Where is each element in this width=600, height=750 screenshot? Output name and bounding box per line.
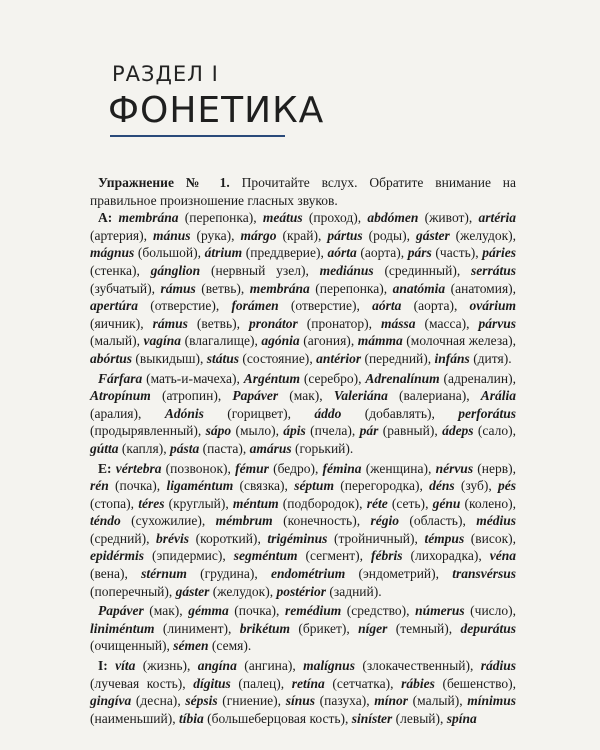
latin-word: Adrenalínum xyxy=(365,370,440,386)
latin-word: Papáver xyxy=(98,603,144,619)
latin-word: mínor xyxy=(374,693,408,709)
latin-word: déns xyxy=(429,478,455,494)
russian-translation: (отверстие) xyxy=(278,298,357,314)
russian-translation: (связка) xyxy=(233,478,285,494)
russian-translation: (короткий) xyxy=(189,530,258,546)
russian-translation: (задний) xyxy=(326,583,379,599)
russian-translation: (темный) xyxy=(387,620,449,636)
latin-word: párvus xyxy=(478,315,517,331)
russian-translation: (сеть) xyxy=(387,495,426,511)
russian-translation: (гниение) xyxy=(217,693,278,709)
latin-word: Adónis xyxy=(164,405,204,421)
russian-translation: (пронатор) xyxy=(297,315,369,331)
russian-translation: (брикет) xyxy=(290,620,347,636)
latin-word: endométrium xyxy=(271,566,346,582)
latin-word: abdómen xyxy=(367,210,419,226)
russian-translation: (мыло) xyxy=(231,423,276,439)
russian-translation: (атропин) xyxy=(150,388,218,404)
latin-word: dígitus xyxy=(193,675,231,691)
russian-translation: (очищенный) xyxy=(90,638,167,654)
latin-word: sémen xyxy=(173,638,209,654)
russian-translation: (большеберцовая кость) xyxy=(203,710,345,726)
russian-translation: (десна) xyxy=(131,693,178,709)
latin-word: páries xyxy=(482,245,517,261)
latin-word: malígnus xyxy=(303,658,355,674)
russian-translation: (жизнь) xyxy=(135,658,188,674)
latin-word: retína xyxy=(291,675,325,691)
russian-translation: (паста) xyxy=(199,440,243,456)
latin-word: sépsis xyxy=(185,693,218,709)
latin-word: mínimus xyxy=(467,693,517,709)
russian-translation: (перегородка) xyxy=(333,478,420,494)
latin-word: níger xyxy=(358,620,388,636)
latin-word: stérnum xyxy=(141,566,187,582)
russian-translation: (стенка) xyxy=(90,262,137,278)
latin-word: fébris xyxy=(371,548,403,564)
latin-word: abórtus xyxy=(90,350,133,366)
vowel-label: A: xyxy=(98,210,113,226)
russian-translation: (ветвь) xyxy=(187,315,237,331)
russian-translation: (злокачественный) xyxy=(354,658,470,674)
russian-translation: (агония) xyxy=(299,333,351,349)
page-title: ФОНЕТИКА xyxy=(108,90,325,131)
latin-word: brikétum xyxy=(239,620,291,636)
russian-translation: (вена) xyxy=(90,566,125,582)
latin-word: pár xyxy=(359,423,379,439)
latin-word: mássa xyxy=(381,315,416,331)
latin-word: ápis xyxy=(283,423,306,439)
russian-translation: (эндометрий) xyxy=(345,566,436,582)
latin-word: Papáver xyxy=(232,388,279,404)
latin-word: rádius xyxy=(480,658,517,674)
latin-word: méntum xyxy=(232,495,279,511)
latin-word: siníster xyxy=(351,710,393,726)
latin-word: anatómia xyxy=(392,280,446,296)
latin-word: epidérmis xyxy=(90,548,144,564)
exercise-instruction: Прочитайте вслух. Обратите внимание на правильное произношение гласных звуков. xyxy=(90,175,517,208)
russian-translation: (пчела) xyxy=(305,423,352,439)
russian-translation: (зубчатый) xyxy=(90,280,152,296)
russian-translation: (линимент) xyxy=(154,620,228,636)
latin-word: téndo xyxy=(90,513,121,529)
russian-translation: (малый) xyxy=(408,693,460,709)
russian-translation: (живот) xyxy=(418,210,469,226)
latin-word: vértebra xyxy=(115,460,162,476)
russian-translation: (ангина) xyxy=(236,658,293,674)
russian-translation: (часть) xyxy=(431,245,476,261)
russian-translation: (средство) xyxy=(341,603,407,619)
russian-translation: (состояние) xyxy=(239,350,310,366)
russian-translation: (добавлять) xyxy=(341,405,432,421)
latin-word: Arália xyxy=(480,388,517,404)
latin-word: Atropínum xyxy=(90,388,151,404)
word-list xyxy=(90,209,516,727)
latin-word: ligaméntum xyxy=(166,478,234,494)
russian-translation: (роды) xyxy=(362,227,407,243)
russian-translation: (сегмент) xyxy=(297,548,360,564)
latin-word: márgo xyxy=(240,227,277,243)
russian-translation: (продырявленный) xyxy=(90,423,198,439)
russian-translation: (сало) xyxy=(473,423,513,439)
latin-word: pronátor xyxy=(249,315,298,331)
latin-word: víta xyxy=(115,658,136,674)
latin-word: sínus xyxy=(285,693,315,709)
russian-translation: (малый) xyxy=(90,333,137,349)
russian-translation: (нерв) xyxy=(473,460,513,476)
russian-translation: (круглый) xyxy=(164,495,226,511)
latin-word: artéria xyxy=(478,210,517,226)
latin-word: liniméntum xyxy=(90,620,155,636)
russian-translation: (лихорадка) xyxy=(402,548,479,564)
latin-word: agónia xyxy=(261,333,300,349)
latin-word: mémbrum xyxy=(215,513,273,529)
latin-word: gáster xyxy=(175,583,210,599)
latin-word: áddo xyxy=(314,405,342,421)
latin-word: transvérsus xyxy=(452,566,517,582)
latin-word: númerus xyxy=(415,603,465,619)
russian-translation: (аралия) xyxy=(90,405,139,421)
russian-translation: (анатомия) xyxy=(445,280,513,296)
russian-translation: (серебро) xyxy=(300,370,359,386)
russian-translation: (конечность) xyxy=(272,513,357,529)
russian-translation: (средний) xyxy=(90,530,147,546)
russian-translation: (срединный) xyxy=(373,262,457,278)
latin-word: pásta xyxy=(169,440,200,456)
latin-word: gánglion xyxy=(150,262,201,278)
russian-translation: (артерия) xyxy=(90,227,144,243)
latin-word: angína xyxy=(197,658,237,674)
latin-word: vagína xyxy=(143,333,182,349)
latin-word: gáster xyxy=(415,227,450,243)
latin-word: rén xyxy=(90,478,109,494)
russian-translation: (наименьший) xyxy=(90,710,173,726)
russian-translation: (ветвь) xyxy=(195,280,241,296)
word-paragraph: A: membrána (перепонка), meátus (проход), abdómen (живот), artéria (артерия), mánus (рука), márgo (край), pártus (роды), gáster (желудок), mágnus (большой), átrium (преддверие), aórta (аорта), párs (часть), páries (стенка), gánglion (нервный узел), mediánus (срединный), serrátus (зубчатый), rámus (ветвь), membrána (перепонка), anatómia (анатомия), apertúra (отверстие), forámen (отверстие), aórta (аорта), ovárium (яичник), rámus (ветвь), pronátor (пронатор), mássa (масса), párvus (малый), vagína (влагалище), agónia (агония), mámma (молочная железа), abórtus (выкидыш), státus (состояние), antérior (передний), infáns (дитя). xyxy=(90,210,517,366)
latin-word: sápo xyxy=(205,423,232,439)
russian-translation: (висок) xyxy=(464,530,513,546)
russian-translation: (подбородок) xyxy=(278,495,360,511)
russian-translation: (мак) xyxy=(278,388,320,404)
russian-translation: (горицвет) xyxy=(203,405,288,421)
latin-word: gémma xyxy=(188,603,229,619)
latin-word: nérvus xyxy=(435,460,474,476)
russian-translation: (лучевая кость) xyxy=(90,675,183,691)
latin-word: membrána xyxy=(249,280,310,296)
russian-translation: (дитя) xyxy=(469,350,509,366)
latin-word: státus xyxy=(206,350,239,366)
russian-translation: (позвонок) xyxy=(161,460,228,476)
russian-translation: (поперечный) xyxy=(90,583,169,599)
latin-word: amárus xyxy=(249,440,292,456)
russian-translation: (область) xyxy=(399,513,463,529)
russian-translation: (палец) xyxy=(230,675,281,691)
russian-translation: (передний) xyxy=(361,350,428,366)
russian-translation: (колено) xyxy=(460,495,513,511)
latin-word: Valeriána xyxy=(333,388,388,404)
word-paragraph: Fárfara (мать-и-мачеха), Argéntum (серебро), Adrenalínum (адреналин), Atropínum (атропин), Papáver (мак), Valeriána (валериана), Arália (аралия), Adónis (горицвет), áddo (добавлять), perforátus (продырявленный), sápo (мыло), ápis (пчела), pár (равный), ádeps (сало), gútta (капля), pásta (паста), amárus (горький). xyxy=(90,370,517,456)
latin-word: pés xyxy=(498,478,516,494)
russian-translation: (аорта) xyxy=(356,245,401,261)
latin-word: mámma xyxy=(357,333,403,349)
russian-translation: (стопа) xyxy=(90,495,131,511)
latin-word: meátus xyxy=(262,210,303,226)
latin-word: tíbia xyxy=(178,710,204,726)
latin-word: apertúra xyxy=(90,298,139,314)
russian-translation: (зуб) xyxy=(454,478,489,494)
russian-translation: (рука) xyxy=(190,227,232,243)
latin-word: depurátus xyxy=(460,620,517,636)
latin-word: fémur xyxy=(235,460,269,476)
latin-word: gútta xyxy=(90,440,119,456)
latin-word: mánus xyxy=(152,227,191,243)
latin-word: rámus xyxy=(152,315,188,331)
russian-translation: (женщина) xyxy=(361,460,428,476)
russian-translation: (почка) xyxy=(108,478,157,494)
russian-translation: (нервный узел) xyxy=(200,262,306,278)
vowel-label: I: xyxy=(98,658,108,674)
exercise-heading xyxy=(90,174,516,209)
word-paragraph: Papáver (мак), gémma (почка), remédium (средство), númerus (число), liniméntum (линимент), brikétum (брикет), níger (темный), depurátus (очищенный), sémen (семя). xyxy=(90,603,517,654)
vowel-label: E: xyxy=(98,460,112,476)
russian-translation: (большой) xyxy=(134,245,198,261)
latin-word: segméntum xyxy=(233,548,298,564)
russian-translation: (адреналин) xyxy=(439,370,513,386)
latin-word: Argéntum xyxy=(243,370,301,386)
latin-word: téres xyxy=(138,495,165,511)
russian-translation: (сухожилие) xyxy=(120,513,202,529)
latin-word: rámus xyxy=(160,280,196,296)
latin-word: aórta xyxy=(327,245,357,261)
russian-translation: (молочная железа) xyxy=(402,333,513,349)
latin-word: gingíva xyxy=(90,693,132,709)
russian-translation: (проход) xyxy=(302,210,358,226)
latin-word: ovárium xyxy=(469,298,517,314)
latin-word: aórta xyxy=(372,298,402,314)
word-paragraph: I: víta (жизнь), angína (ангина), malígnus (злокачественный), rádius (лучевая кость), dígitus (палец), retína (сетчатка), rábies (бешенство), gingíva (десна), sépsis (гниение), sínus (пазуха), mínor (малый), mínimus (наименьший), tíbia (большеберцовая кость), siníster (левый), spína xyxy=(90,658,517,726)
latin-word: pártus xyxy=(327,227,363,243)
russian-translation: (преддверие) xyxy=(242,245,321,261)
russian-translation: (пазуха) xyxy=(314,693,367,709)
exercise-body xyxy=(90,174,516,727)
word-paragraph: E: vértebra (позвонок), fémur (бедро), fémina (женщина), nérvus (нерв), rén (почка), ligaméntum (связка), séptum (перегородка), déns (зуб), pés (стопа), téres (круглый), méntum (подбородок), réte (сеть), génu (колено), téndo (сухожилие), mémbrum (конечность), régio (область), médius (средний), brévis (короткий), trigéminus (тройничный), témpus (висок), epidérmis (эпидермис), segméntum (сегмент), fébris (лихорадка), véna (вена), stérnum (грудина), endométrium (эндометрий), transvérsus (поперечный), gáster (желудок), postérior (задний). xyxy=(90,460,517,599)
latin-word: génu xyxy=(432,495,461,511)
latin-word: réte xyxy=(366,495,388,511)
russian-translation: (грудина) xyxy=(186,566,255,582)
russian-translation: (край) xyxy=(276,227,318,243)
russian-translation: (сетчатка) xyxy=(324,675,391,691)
latin-word: rábies xyxy=(401,675,435,691)
russian-translation: (число) xyxy=(464,603,513,619)
latin-word: médius xyxy=(476,513,516,529)
russian-translation: (выкидыш) xyxy=(132,350,200,366)
russian-translation: (желудок) xyxy=(449,227,513,243)
latin-word: véna xyxy=(489,548,516,564)
latin-word: postérior xyxy=(276,583,326,599)
latin-word: serrátus xyxy=(471,262,517,278)
russian-translation: (перепонка) xyxy=(178,210,254,226)
latin-word: ádeps xyxy=(442,423,474,439)
latin-word: brévis xyxy=(156,530,190,546)
russian-translation: (левый) xyxy=(392,710,441,726)
russian-translation: (масса) xyxy=(415,315,467,331)
russian-translation: (эпидермис) xyxy=(144,548,223,564)
russian-translation: (желудок) xyxy=(209,583,270,599)
latin-word: témpus xyxy=(424,530,465,546)
latin-word: régio xyxy=(370,513,399,529)
russian-translation: (капля) xyxy=(118,440,164,456)
russian-translation: (семя) xyxy=(208,638,248,654)
latin-word: fémina xyxy=(322,460,362,476)
russian-translation: (мак) xyxy=(143,603,180,619)
latin-word: séptum xyxy=(294,478,334,494)
latin-word: spína xyxy=(446,710,477,726)
latin-word: antérior xyxy=(316,350,362,366)
russian-translation: (аорта) xyxy=(401,298,454,314)
russian-translation: (бешенство) xyxy=(434,675,513,691)
russian-translation: (валериана) xyxy=(387,388,467,404)
russian-translation: (бедро) xyxy=(268,460,315,476)
title-underline xyxy=(110,135,285,137)
russian-translation: (мать-и-мачеха) xyxy=(142,370,237,386)
latin-word: trigéminus xyxy=(267,530,328,546)
exercise-label: Упражнение № 1. xyxy=(98,175,230,190)
latin-word: párs xyxy=(407,245,432,261)
latin-word: átrium xyxy=(204,245,243,261)
russian-translation: (перепонка) xyxy=(309,280,384,296)
latin-word: perforátus xyxy=(458,405,517,421)
latin-word: Fárfara xyxy=(98,370,143,386)
latin-word: infáns xyxy=(434,350,470,366)
russian-translation: (яичник) xyxy=(90,315,141,331)
russian-translation: (тройничный) xyxy=(327,530,415,546)
russian-translation: (равный) xyxy=(378,423,435,439)
latin-word: mágnus xyxy=(90,245,135,261)
russian-translation: (влагалище) xyxy=(181,333,255,349)
russian-translation: (горький) xyxy=(291,440,350,456)
russian-translation: (отверстие) xyxy=(138,298,216,314)
latin-word: mediánus xyxy=(319,262,374,278)
russian-translation: (почка) xyxy=(228,603,277,619)
latin-word: forámen xyxy=(231,298,279,314)
latin-word: membrána xyxy=(118,210,179,226)
section-label: РАЗДЕЛ I xyxy=(112,62,219,86)
latin-word: remédium xyxy=(284,603,342,619)
